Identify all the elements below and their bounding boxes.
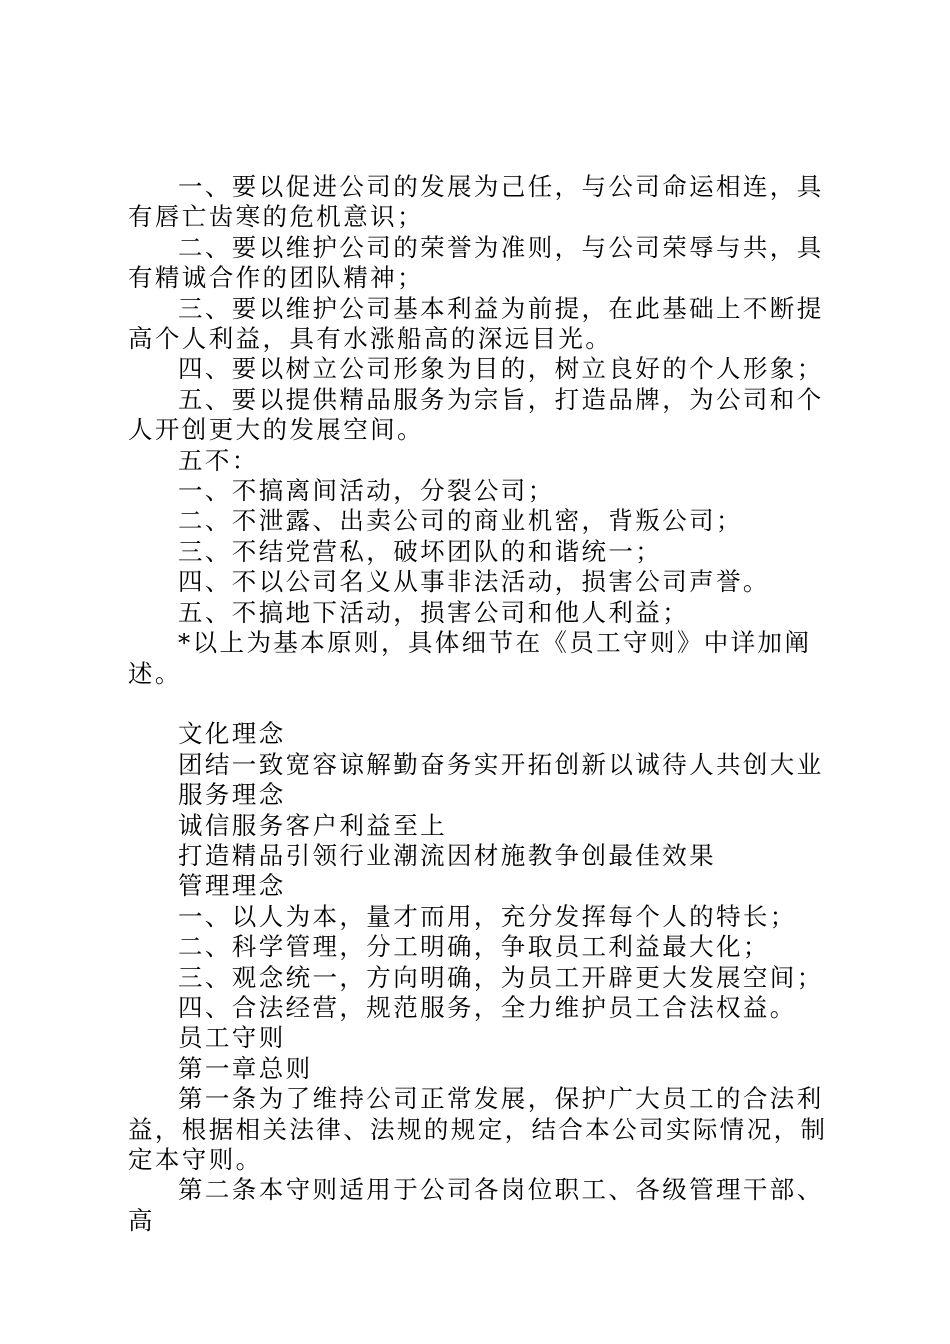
document-paragraph: 五不： [178,445,259,475]
document-paragraph: 文化理念 [178,719,286,749]
document-paragraph: 管理理念 [178,871,286,901]
document-paragraph: 二、科学管理，分工明确，争取员工利益最大化； [178,932,770,962]
document-paragraph: 四、合法经营，规范服务，全力维护员工合法权益。 [178,992,797,1022]
document-paragraph: 员工守则 [178,1023,286,1053]
document-paragraph: 第一章总则 [178,1053,313,1083]
document-paragraph: 三、观念统一，方向明确，为员工开辟更大发展空间； [178,962,824,992]
document-paragraph: 四、不以公司名义从事非法活动，损害公司声誉。 [178,567,770,597]
document-paragraph: 诚信服务客户利益至上 [178,810,447,840]
blank-line [128,689,834,719]
document-paragraph: 二、不泄露、出卖公司的商业机密，背叛公司； [178,506,743,536]
document-paragraph: 服务理念 [178,780,286,810]
document-paragraph: 五、不搞地下活动，损害公司和他人利益； [178,597,690,627]
document-paragraph: 三、不结党营私，破坏团队的和谐统一； [178,536,663,566]
document-paragraph: 一、要以促进公司的发展为己任，与公司命运相连，具有唇亡齿寒的危机意识； [128,172,824,232]
document-paragraph: 一、以人为本，量才而用，充分发挥每个人的特长； [178,901,797,931]
document-paragraph: 打造精品引领行业潮流因材施教争创最佳效果 [178,840,716,870]
document-paragraph: 一、不搞离间活动，分裂公司； [178,476,555,506]
document-paragraph: 团结一致宽容谅解勤奋务实开拓创新以诚待人共创大业 [178,749,824,779]
document-paragraph: *以上为基本原则，具体细节在《员工守则》中详加阐述。 [128,628,812,688]
document-paragraph: 四、要以树立公司形象为目的，树立良好的个人形象； [178,354,824,384]
document-paragraph: 三、要以维护公司基本利益为前提，在此基础上不断提高个人利益，具有水涨船高的深远目光。 [128,293,824,354]
document-paragraph: 二、要以维护公司的荣誉为准则，与公司荣辱与共，具有精诚合作的团队精神； [128,232,824,293]
document-paragraph: 五、要以提供精品服务为宗旨，打造品牌，为公司和个人开创更大的发展空间。 [128,384,824,445]
document-paragraph: 第一条为了维持公司正常发展，保护广大员工的合法利益，根据相关法律、法规的规定，结合本公司实际情况，制定本守则。 [128,1084,828,1174]
document-paragraph: 第二条本守则适用于公司各岗位职工、各级管理干部、高 [128,1175,824,1235]
document-page [128,172,834,1236]
